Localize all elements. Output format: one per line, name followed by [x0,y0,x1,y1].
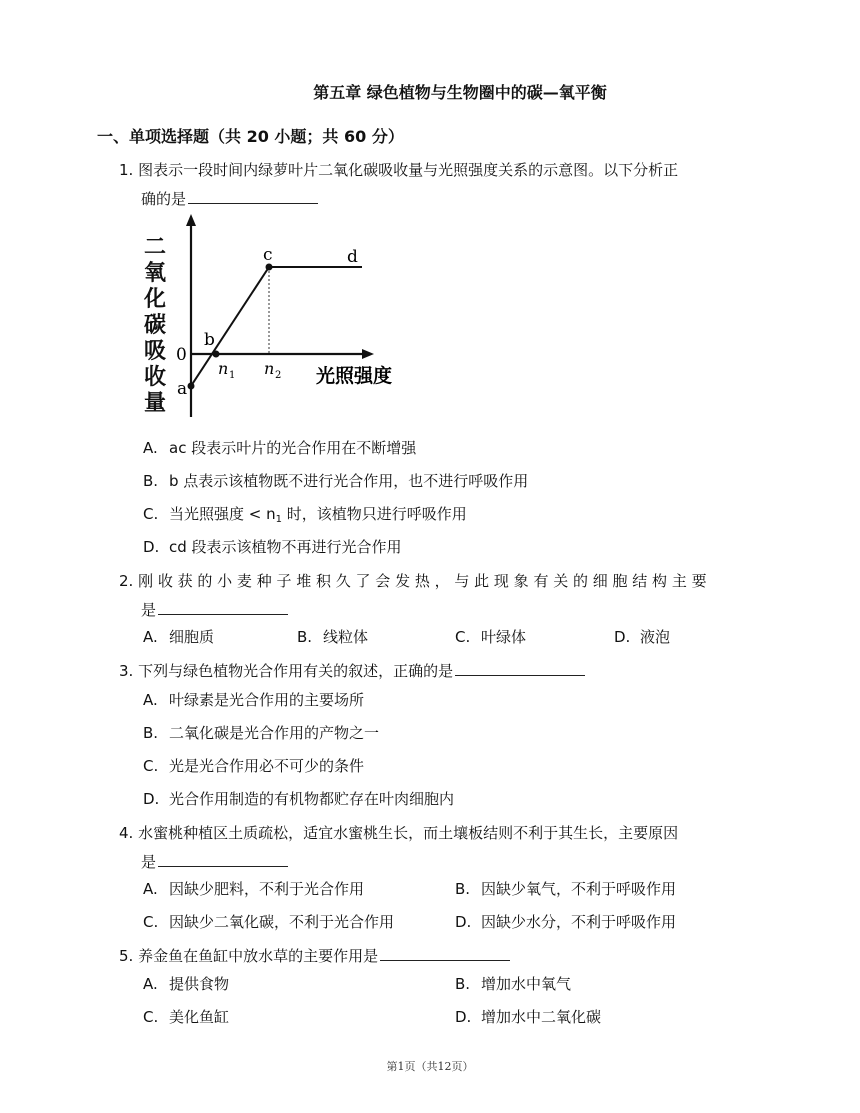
answer-blank [188,189,318,204]
answer-blank [158,852,288,867]
question-2-stem: 2. 刚 收 获 的 小 麦 种 子 堆 积 久 了 会 发 热 ， 与 此 现 象 有 关 的 细 胞 结 构 主 要 [119,572,707,590]
y-label-char-7: 量 [144,391,167,416]
y-axis-arrow [186,214,196,226]
q5-option-c[interactable] [143,1006,229,1027]
option-letter: C. [143,1008,159,1026]
y-label-char-4: 碳 [144,313,167,338]
option-letter: C. [143,505,159,523]
q4-option-d[interactable] [455,911,676,932]
x-axis-label: 光照强度 [316,365,393,387]
q3-option-d[interactable] [143,788,454,809]
y-label-char-1: 二 [144,235,167,260]
option-letter: A. [143,628,158,646]
question-1-stem-cont [141,188,318,209]
q2-option-a[interactable] [143,626,214,647]
tick-n1: n [218,359,229,378]
option-letter: A. [143,880,158,898]
zero-label: 0 [176,345,187,365]
option-text: 叶绿素是光合作用的主要场所 [169,691,365,709]
option-letter: B. [143,724,159,742]
q5-option-d[interactable] [455,1006,601,1027]
option-letter: C. [143,913,159,931]
option-text: 因缺少肥料，不利于光合作用 [169,880,365,898]
q2-option-c[interactable] [455,626,526,647]
line-ac [191,267,269,386]
y-label-char-2: 氧 [144,261,167,286]
tick-n1-sub: 1 [229,370,236,381]
q1-option-d[interactable] [143,536,402,557]
question-4-stem: 4. 水蜜桃种植区土质疏松，适宜水蜜桃生长，而土壤板结则不利于其生长，主要原因 [119,824,679,842]
question-5-text: 5. 养金鱼在鱼缸中放水草的主要作用是 [119,947,379,965]
question-3-stem [119,660,585,681]
question-2-stem-tail: 是 [141,601,157,619]
page-footer: 第1页（共12页） [386,1060,474,1073]
q2-option-b[interactable] [297,626,368,647]
q1-option-c[interactable] [143,503,467,525]
q3-option-b[interactable] [143,722,379,743]
y-label-char-5: 吸 [144,339,167,364]
question-4-stem-tail: 是 [141,853,157,871]
option-text: cd 段表示该植物不再进行光合作用 [169,538,402,556]
question-1-stem-tail: 确的是 [141,190,187,208]
x-axis-arrow [362,349,374,359]
label-a: a [177,379,188,399]
option-text: 增加水中氧气 [481,975,572,993]
option-letter: D. [455,913,472,931]
q5-option-a[interactable] [143,973,229,994]
option-text: 线粒体 [323,628,369,646]
q2-option-d[interactable] [614,626,670,647]
q1-option-a[interactable] [143,437,416,458]
q4-option-c[interactable] [143,911,394,932]
option-letter: B. [143,472,159,490]
option-text: 美化鱼缸 [169,1008,230,1026]
y-label-char-6: 收 [144,365,167,390]
option-text: 因缺少氧气，不利于呼吸作用 [481,880,677,898]
label-c: c [263,245,273,265]
option-letter: D. [143,790,160,808]
option-text: 细胞质 [169,628,215,646]
answer-blank [455,661,585,676]
option-letter: B. [455,975,471,993]
co2-light-chart [140,212,410,422]
option-text: 因缺少水分，不利于呼吸作用 [481,913,677,931]
point-b [213,351,220,358]
label-b: b [204,330,215,350]
y-axis-label [143,235,167,416]
tick-n2-sub: 2 [275,370,282,381]
point-a [188,383,195,390]
q4-option-a[interactable] [143,878,364,899]
option-letter: D. [455,1008,472,1026]
option-text: b 点表示该植物既不进行光合作用，也不进行呼吸作用 [169,472,529,490]
page-title: 第五章 绿色植物与生物圈中的碳—氧平衡 [313,83,607,102]
y-label-char-3: 化 [144,287,167,312]
option-text-sub: 1 [275,514,282,525]
tick-n2: n [264,359,275,378]
answer-blank [380,946,510,961]
option-text: 叶绿体 [481,628,527,646]
option-letter: C. [143,757,159,775]
option-text-post: 时，该植物只进行呼吸作用 [282,505,467,523]
option-letter: C. [455,628,471,646]
label-d: d [347,247,358,267]
question-4-stem-cont [141,851,288,872]
option-text: 光是光合作用必不可少的条件 [169,757,365,775]
option-letter: A. [143,439,158,457]
q3-option-a[interactable] [143,689,364,710]
question-3-text: 3. 下列与绿色植物光合作用有关的叙述，正确的是 [119,662,454,680]
option-text: 因缺少二氧化碳，不利于光合作用 [169,913,395,931]
option-text: 光合作用制造的有机物都贮存在叶肉细胞内 [169,790,455,808]
question-1-stem: 1. 图表示一段时间内绿萝叶片二氧化碳吸收量与光照强度关系的示意图。以下分析正 [119,161,679,179]
option-letter: B. [455,880,471,898]
option-letter: D. [143,538,160,556]
question-2-stem-cont [141,599,288,620]
question-5-stem [119,945,510,966]
option-text-pre: 当光照强度 < n [169,505,276,523]
option-text: 液泡 [640,628,671,646]
option-text: 增加水中二氧化碳 [481,1008,602,1026]
option-letter: B. [297,628,313,646]
q4-option-b[interactable] [455,878,676,899]
option-text: ac 段表示叶片的光合作用在不断增强 [169,439,417,457]
q5-option-b[interactable] [455,973,571,994]
option-letter: A. [143,691,158,709]
option-text: 提供食物 [169,975,230,993]
q3-option-c[interactable] [143,755,364,776]
q1-option-b[interactable] [143,470,528,491]
option-text: 二氧化碳是光合作用的产物之一 [169,724,380,742]
answer-blank [158,600,288,615]
option-letter: D. [614,628,631,646]
option-letter: A. [143,975,158,993]
section-heading: 一、单项选择题（共 20 小题；共 60 分） [97,127,404,146]
